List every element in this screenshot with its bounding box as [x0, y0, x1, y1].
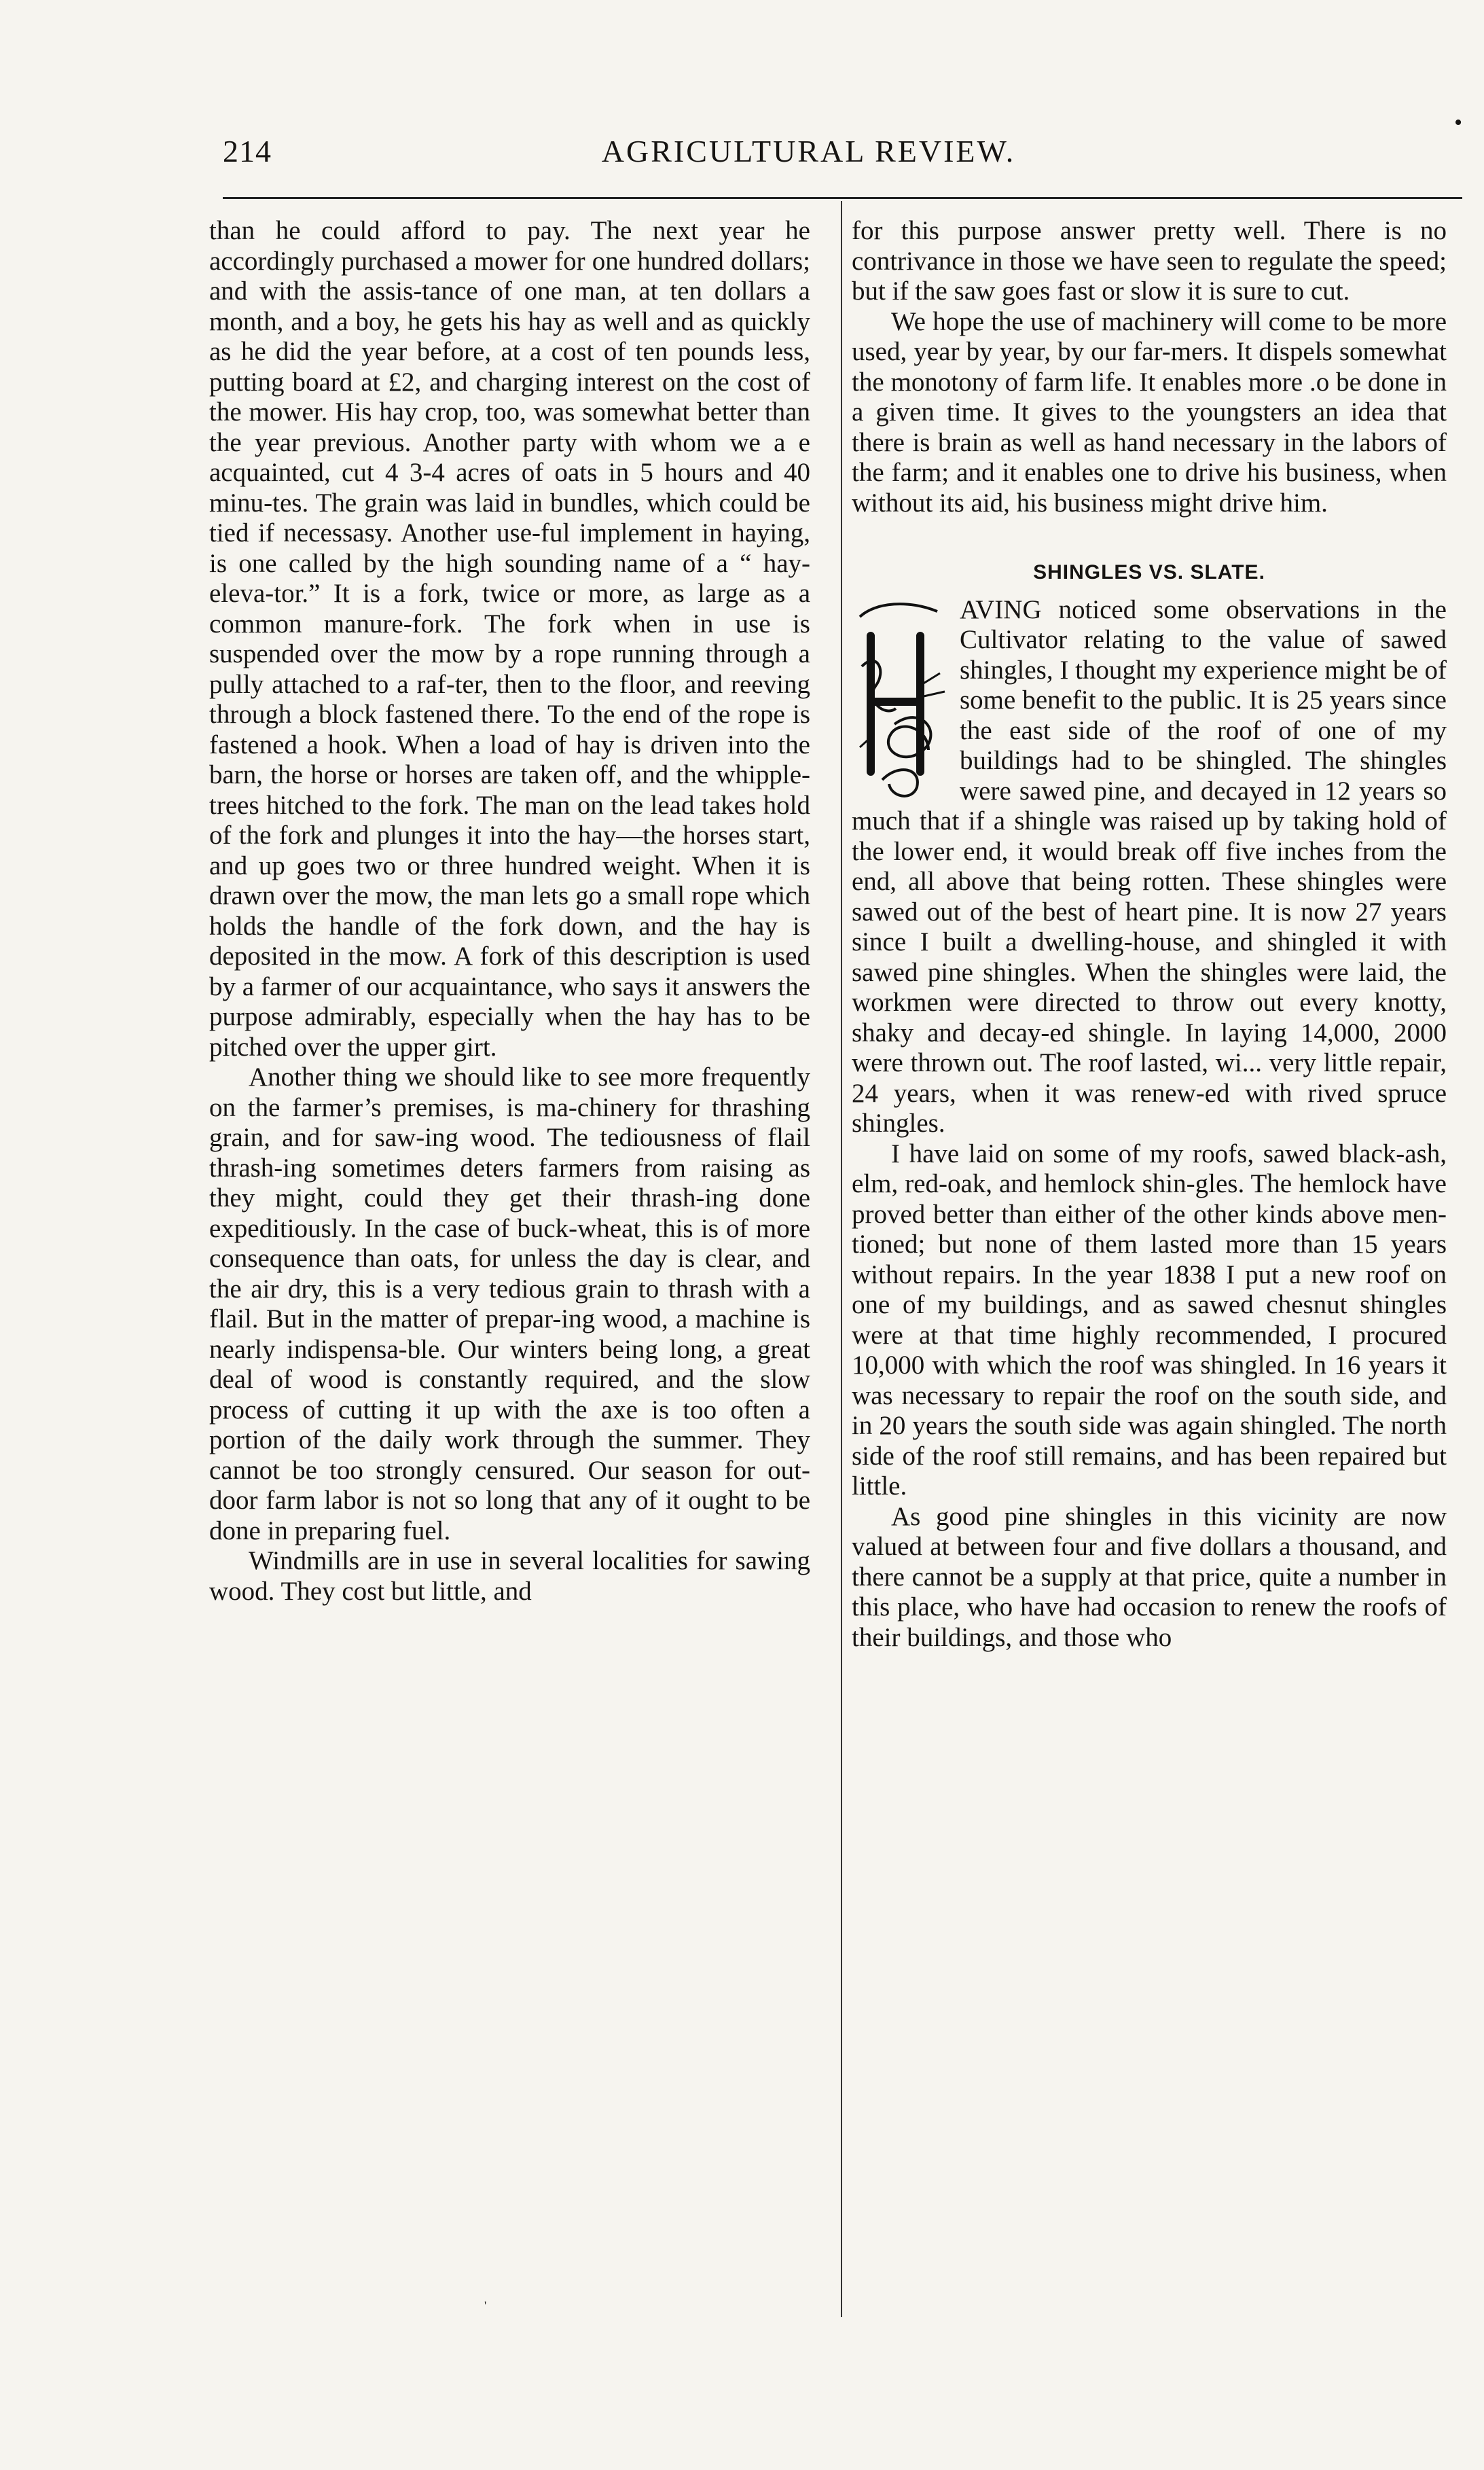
right-column: [852, 216, 1447, 1653]
right-paragraph-1: for this purpose answer pretty well. There is no contrivance in those we have seen to regulate the speed; but if the saw goes fast or slow it is sure to cut.: [852, 216, 1447, 306]
header-corner-mark: •: [1454, 110, 1462, 135]
footer-mark: ': [484, 2299, 487, 2312]
left-column: [209, 216, 810, 1607]
right-paragraph-2: We hope the use of machinery will come to be more used, year by year, by our far-mers. It dispels somewhat the monotony of farm life. It enables more .o be done in a given time. It gives to the youngsters an idea that there is brain as well as hand necessary in the labors of the farm; and it enables one to drive his business, when without its aid, his business might drive him.: [852, 306, 1447, 518]
section-heading: SHINGLES VS. SLATE.: [1033, 561, 1265, 584]
left-paragraph-1: than he could afford to pay. The next year he accordingly purchased a mower for one hundred dollars; and with the assis-tance of one man, at ten dollars a month, and a boy, he gets his hay as well and as quickly as he did the year before, at a cost of ten pounds less, putting board at £2, and charging interest on the cost of the mower. His hay crop, too, was somewhat better than the year previous. Another party with whom we a e acquainted, cut 4 3-4 acres of oats in 5 hours and 40 minu-tes. The grain was laid in bundles, which could be tied if necessasy. Another use-ful implement in haying, is one called by the high sounding name of a “ hay-eleva-tor.” It is a fork, twice or more, as large as a common manure-fork. The fork when in use is suspended over the mow by a rope running through a pully attached to a raf-ter, then to the floor, and reeving through a block fastened there. To the end of the rope is fastened a hook. When a load of hay is driven into the barn, the horse or horses are taken off, and the whipple-trees hitched to the fork. The man on the lead takes hold of the fork and plunges it into the hay—the horses start, and up goes two or three hundred weight. When it is drawn over the mow, the man lets go a small rope which holds the handle of the fork down, and the hay is deposited in the mow. A fork of this description is used by a farmer of our acquaintance, who says it answers the purpose admirably, especially when the hay has to be pitched over the upper girt.: [209, 216, 810, 1062]
left-paragraph-2: Another thing we should like to see more frequently on the farmer’s premises, is ma-chinery for thrashing grain, and for saw-ing wood. The tediousness of flail thrash-ing sometimes deters farmers from raising as they might, could they get their thrash-ing done expeditiously. In the case of buck-wheat, this is of more consequence than oats, for unless the day is clear, and the air dry, this is a very tedious grain to thrash with a flail. But in the matter of prepar-ing wood, a machine is nearly indispensa-ble. Our winters being long, a great deal of wood is constantly required, and the slow process of cutting it up with the axe is too often a portion of the daily work through the summer. They cannot be too strongly censured. Our season for out-door farm labor is not so long that any of it ought to be done in preparing fuel.: [209, 1062, 810, 1545]
left-paragraph-3: Windmills are in use in several localities for sawing wood. They cost but little, and: [209, 1546, 810, 1606]
drop-cap: [852, 596, 950, 804]
shingles-paragraph-3: As good pine shingles in this vicinity are now valued at between four and five dollars a thousand, and there cannot be a supply at that price, quite a number in this place, who have had occasion to renew the roofs of their buildings, and those who: [852, 1501, 1447, 1652]
page-header: [223, 110, 1462, 181]
ornamental-h-icon: [852, 596, 950, 804]
shingles-paragraph-2: I have laid on some of my roofs, sawed black-ash, elm, red-oak, and hemlock shin-gles. The hemlock have proved better than either of the other kinds above men-tioned; but none of them lasted more than 15 years without repairs. In the year 1838 I put a new roof on one of my buildings, and as sawed chesnut shingles were at that time highly recommended, I procured 10,000 with which the roof was shingled. In 16 years it was necessary to repair the roof on the south side, and in 20 years the south side was again shingled. The north side of the roof still remains, and has been repaired but little.: [852, 1139, 1447, 1501]
page-number: 214: [223, 134, 272, 168]
shingles-paragraph-1: AVING noticed some observations in the Cultivator relating to the value of sawed shingles, I thought my experience might be of some benefit to the public. It is 25 years since the east side of the roof of one of my buildings had to be shingled. The shingles were sawed pine, and decayed in 12 years so much that if a shingle was raised up by taking hold of the lower end, it would break off five inches from the end, all above that being rotten. These shingles were sawed out of the best of heart pine. It is now 27 years since I built a dwelling-house, and shingled it with sawed pine shingles. When the shingles were laid, the workmen were directed to throw out every knotty, shaky and decay-ed shingle. In laying 14,000, 2000 were thrown out. The roof lasted, wi... very little repair, 24 years, when it was renew-ed with rived spruce shingles.: [852, 594, 1447, 1138]
header-rule: [223, 197, 1462, 199]
column-divider: [841, 201, 842, 2317]
running-title: AGRICULTURAL REVIEW.: [601, 134, 1016, 168]
